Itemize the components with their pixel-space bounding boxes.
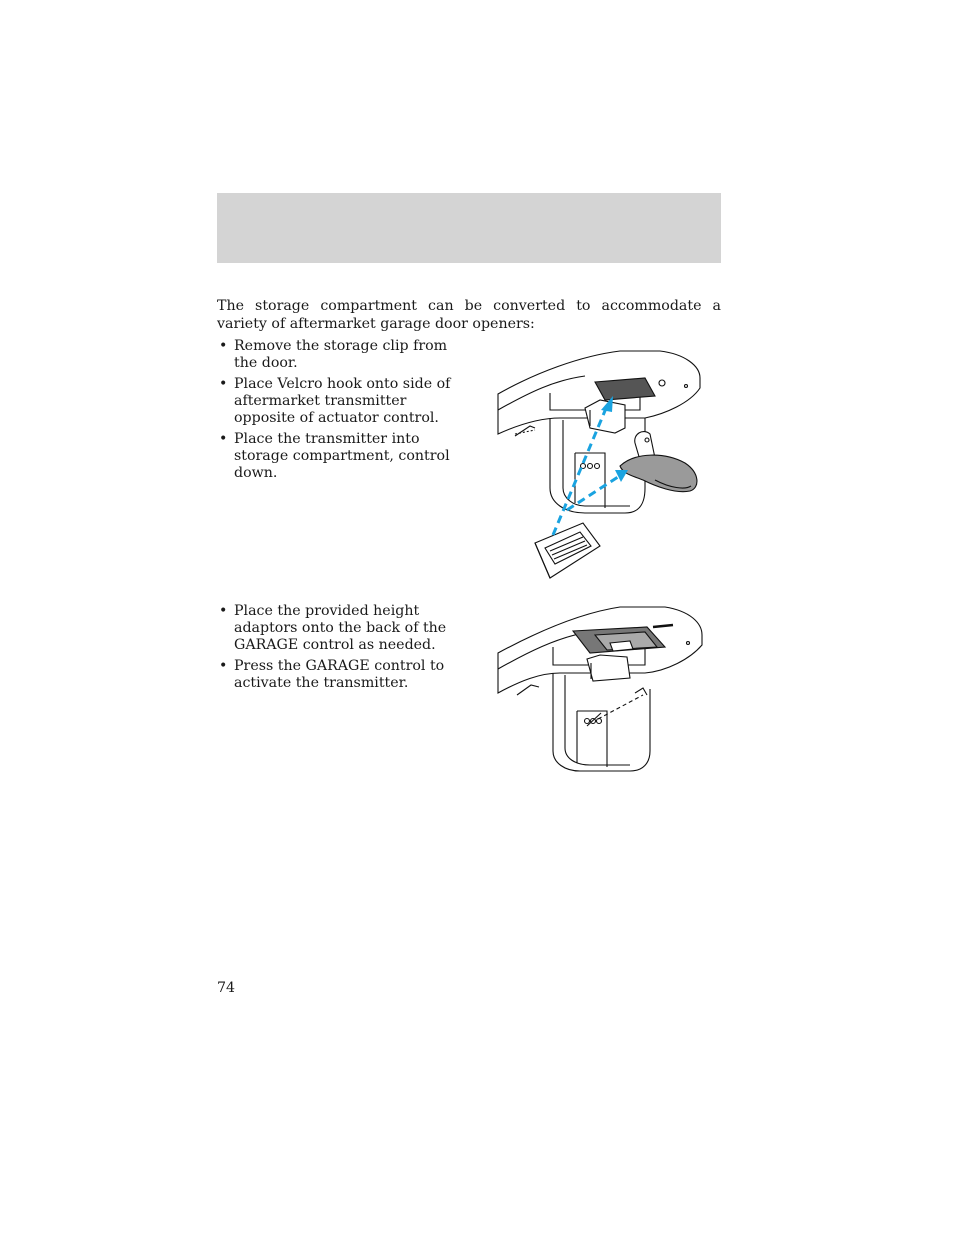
- list-item-text: Remove the storage clip from the door.: [234, 338, 448, 371]
- instruction-list-activate: [217, 603, 457, 696]
- list-item-text: Place the provided height adaptors onto the back of the GARAGE control as needed.: [234, 603, 447, 653]
- list-item-text: Place the transmitter into storage compartment, control down.: [234, 431, 450, 481]
- garage-control-illustration: [495, 603, 710, 775]
- intro-paragraph: The storage compartment can be converted to accommodate a variety of aftermarket garage door openers:: [217, 298, 721, 332]
- transmitter-install-illustration: [495, 348, 710, 586]
- list-item: [217, 431, 472, 482]
- list-item-text: Place Velcro hook onto side of aftermarket transmitter opposite of actuator control.: [234, 376, 451, 426]
- bullet-icon: •: [219, 338, 228, 354]
- bullet-icon: •: [219, 658, 228, 674]
- list-item: [217, 603, 457, 654]
- bullet-icon: •: [219, 376, 228, 392]
- list-item: [217, 658, 457, 692]
- bullet-icon: •: [219, 603, 228, 619]
- bullet-icon: •: [219, 431, 228, 447]
- list-item: [217, 376, 472, 427]
- section-header-band: [217, 193, 721, 263]
- instruction-list-install: [217, 338, 472, 486]
- list-item: [217, 338, 472, 372]
- page-number: 74: [217, 980, 236, 996]
- list-item-text: Press the GARAGE control to activate the transmitter.: [234, 658, 445, 691]
